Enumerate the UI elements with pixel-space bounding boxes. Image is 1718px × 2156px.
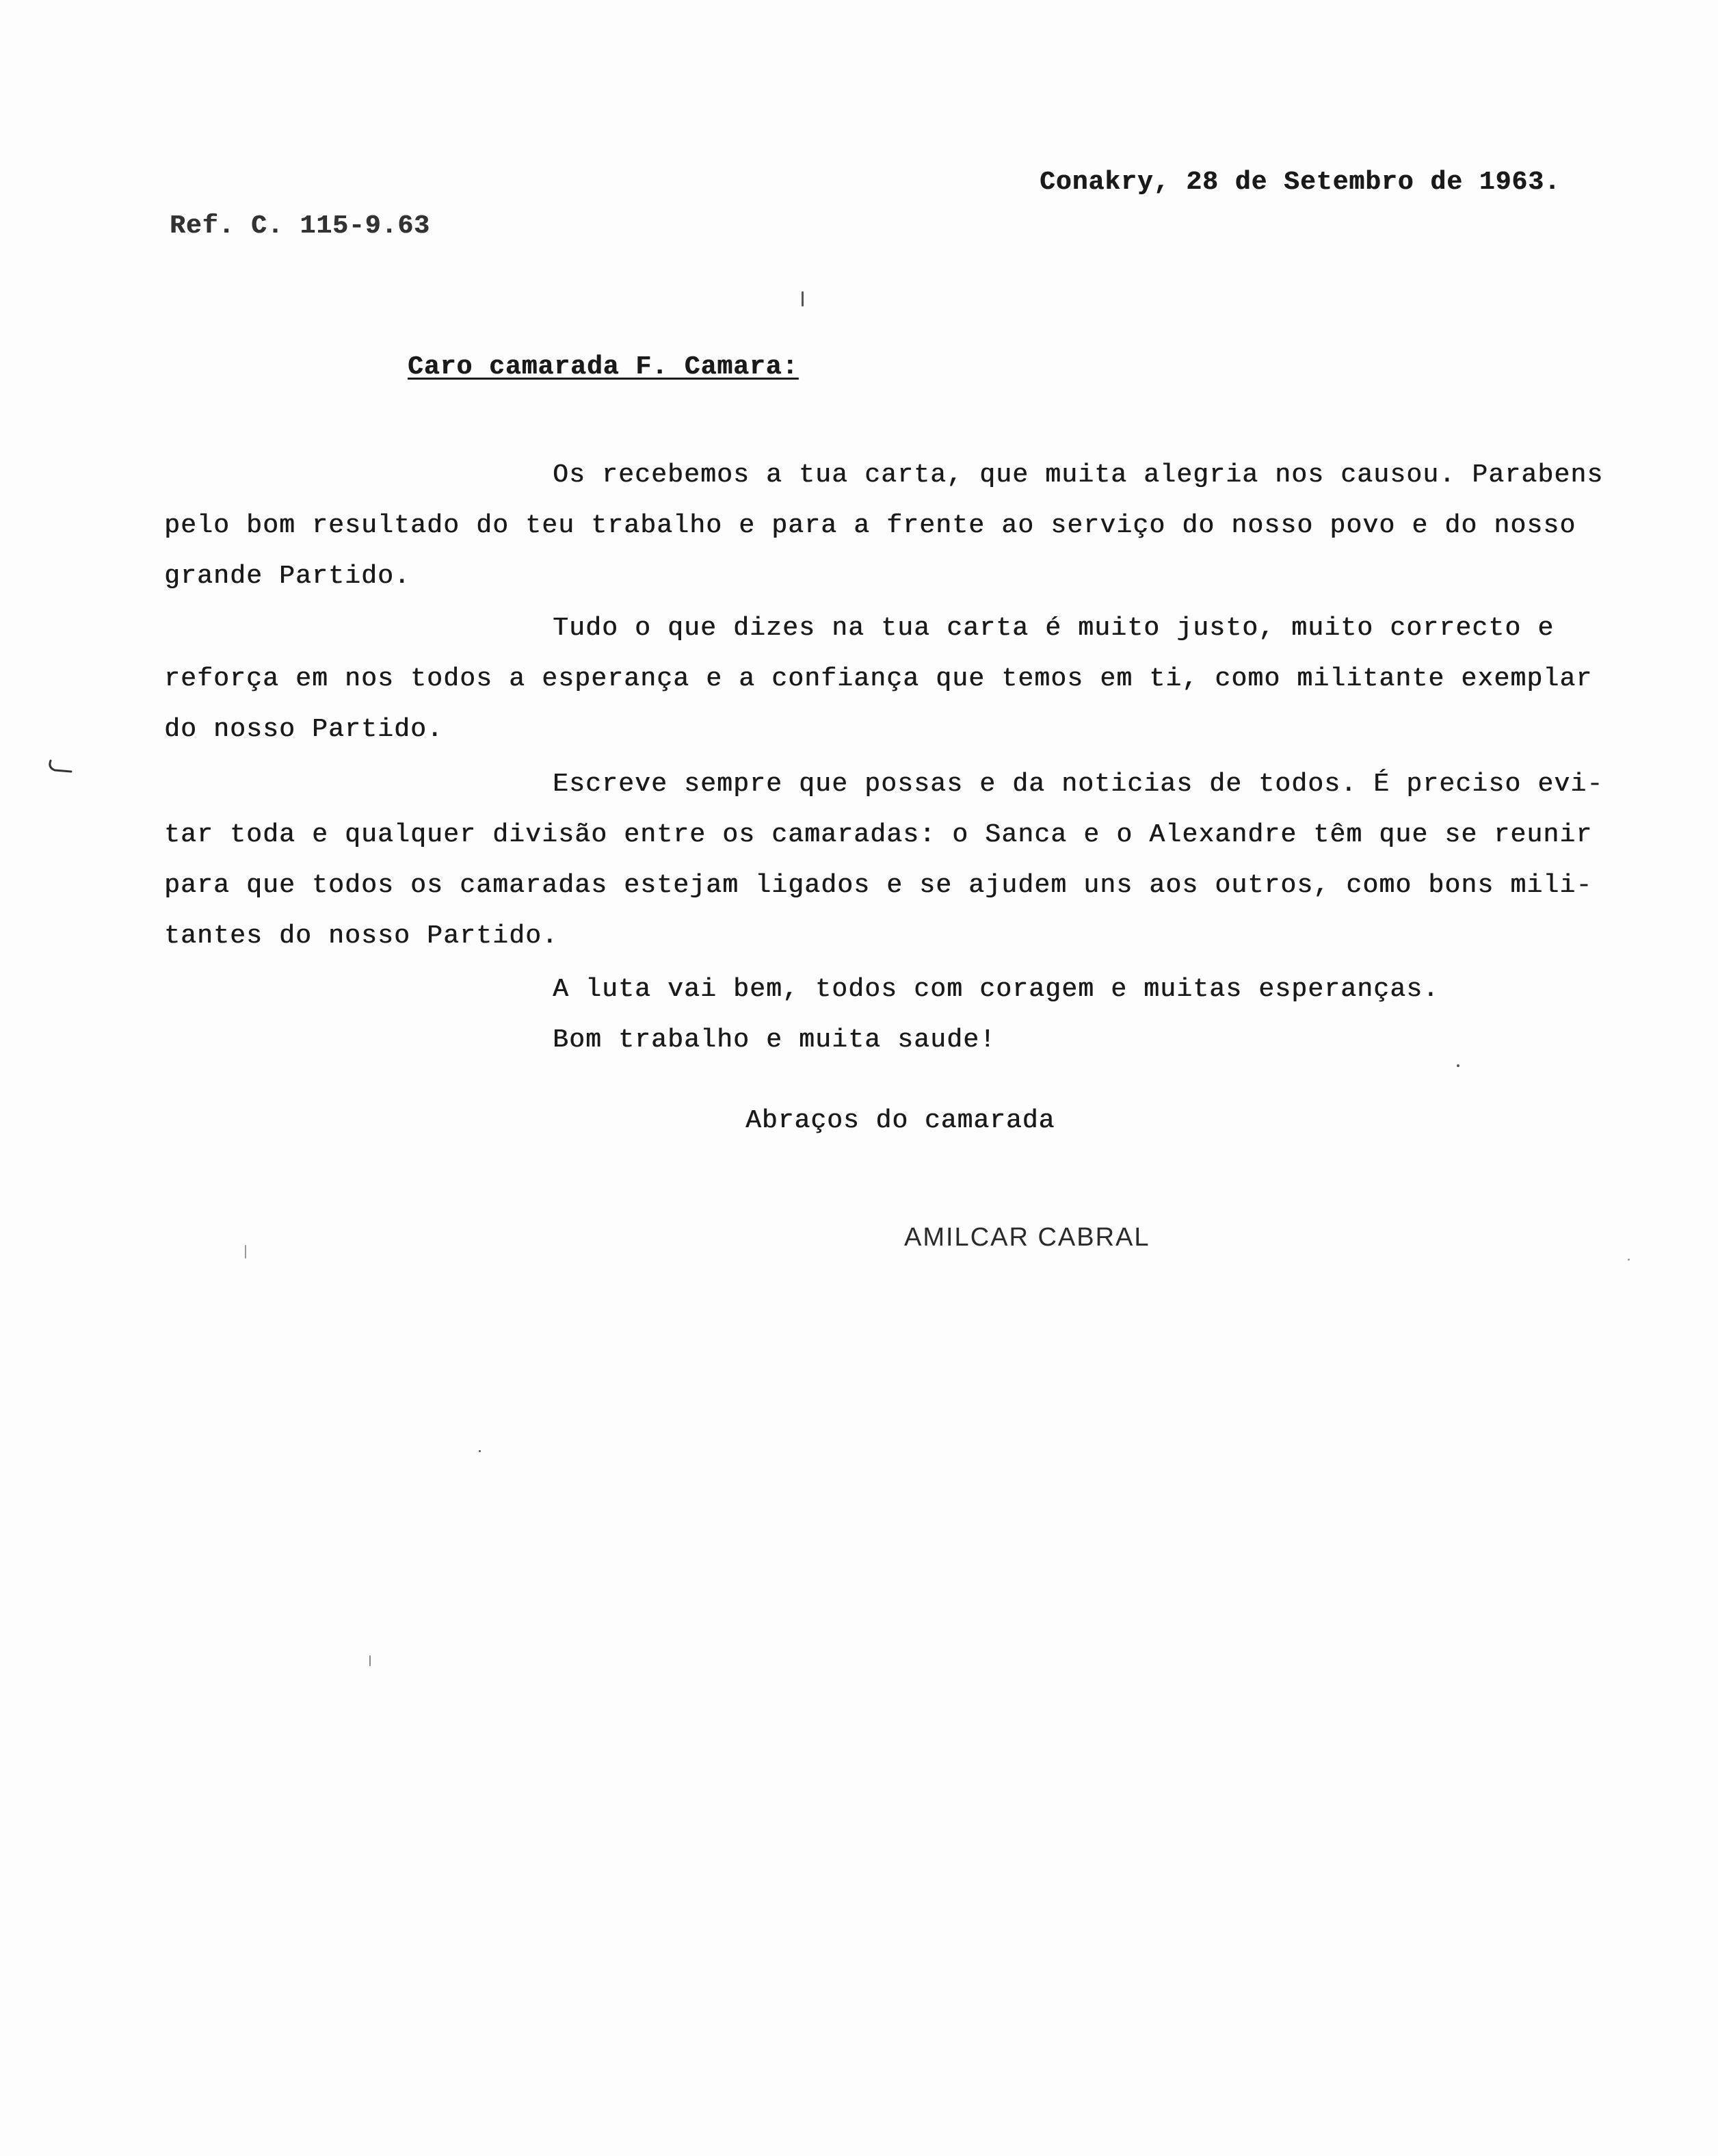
paragraph-3-line-1: Escreve sempre que possas e da noticias de todos. É preciso evi-	[553, 770, 1604, 799]
scan-speck-3	[479, 1450, 481, 1452]
signature: AMILCAR CABRAL	[904, 1223, 1150, 1252]
paragraph-4-line-1: A luta vai bem, todos com coragem e muitas esperanças.	[553, 975, 1440, 1004]
salutation: Caro camarada F. Camara:	[408, 352, 799, 382]
paragraph-2-line-2: reforça em nos todos a esperança e a confiança que temos em ti, como militante exemplar	[164, 664, 1593, 694]
paragraph-2-line-3: do nosso Partido.	[164, 715, 444, 744]
paragraph-3-line-3: para que todos os camaradas estejam ligados e se ajudem uns aos outros, como bons mili-	[164, 871, 1593, 900]
paragraph-3-line-4: tantes do nosso Partido.	[164, 921, 559, 951]
date-line: Conakry, 28 de Setembro de 1963.	[1040, 168, 1561, 197]
paragraph-5-line-1: Bom trabalho e muita saude!	[553, 1025, 996, 1055]
scan-speck-5	[245, 1245, 246, 1259]
paragraph-1-line-1: Os recebemos a tua carta, que muita alegria nos causou. Parabens	[553, 460, 1604, 490]
reference-number: Ref. C. 115-9.63	[170, 211, 430, 241]
closing: Abraços do camarada	[745, 1106, 1055, 1135]
paragraph-1-line-2: pelo bom resultado do teu trabalho e para a frente ao serviço do nosso povo e do nosso	[164, 511, 1576, 540]
paragraph-2-line-1: Tudo o que dizes na tua carta é muito justo, muito correcto e	[553, 614, 1555, 643]
scan-mark-icon	[47, 758, 74, 774]
scan-speck-6	[1628, 1259, 1630, 1261]
scan-speck-4	[369, 1655, 371, 1666]
paragraph-1-line-3: grande Partido.	[164, 562, 411, 591]
paragraph-3-line-2: tar toda e qualquer divisão entre os camaradas: o Sanca e o Alexandre têm que se reunir	[164, 820, 1593, 850]
scan-speck-2	[1457, 1064, 1459, 1067]
scan-speck-1	[802, 291, 804, 306]
